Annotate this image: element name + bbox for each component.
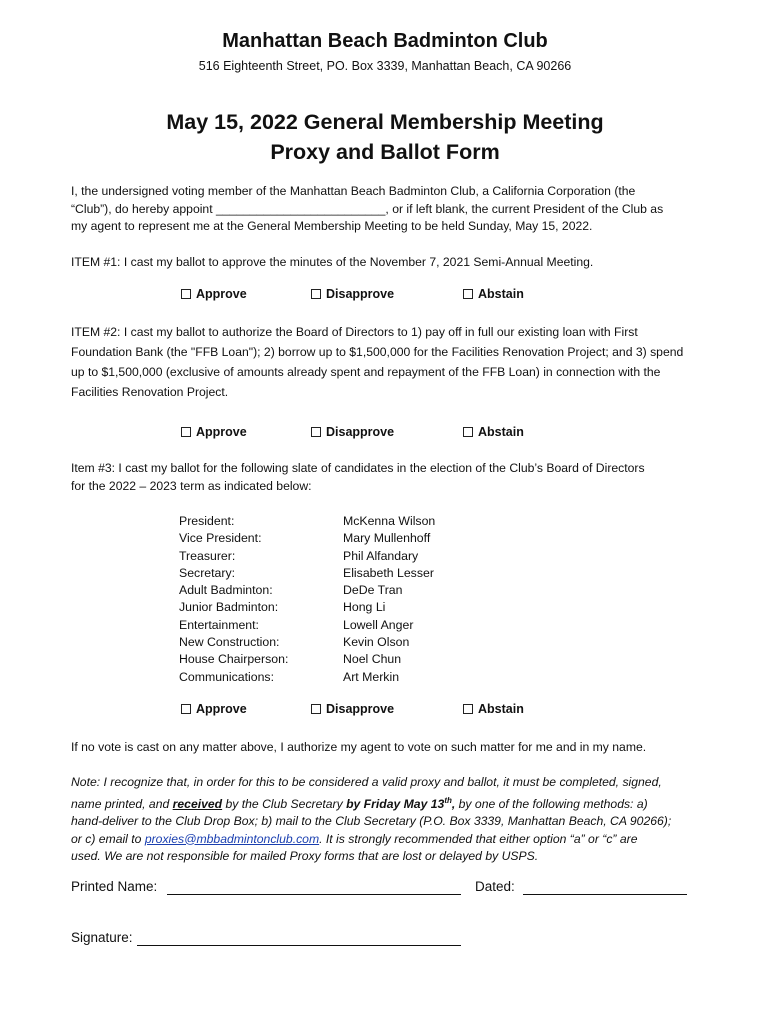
intro-line: my agent to represent me at the General Membership Meeting to be held Sunday, May 15, 2022. xyxy=(71,219,593,233)
slate-role: Adult Badminton: xyxy=(179,583,273,598)
intro-line: I, the undersigned voting member of the Manhattan Beach Badminton Club, a California Corporation (the xyxy=(71,184,636,198)
checkbox-icon[interactable] xyxy=(311,427,321,437)
no-vote-statement: If no vote is cast on any matter above, I authorize my agent to vote on such matter for me and in my name. xyxy=(71,740,647,754)
slate-candidate: DeDe Tran xyxy=(343,583,403,598)
item2-line: Facilities Renovation Project. xyxy=(71,385,229,399)
slate-role: Entertainment: xyxy=(179,617,259,632)
printed-name-field[interactable] xyxy=(167,894,461,895)
item3-vote-options xyxy=(0,702,770,720)
item1-disapprove-option[interactable] xyxy=(311,287,394,301)
printed-name-label: Printed Name: xyxy=(71,879,158,894)
note-line: used. We are not responsible for mailed Proxy forms that are lost or delayed by USPS. xyxy=(71,849,539,864)
disapprove-label: Disapprove xyxy=(326,425,395,439)
intro-line: “Club”), do hereby appoint _________________________, or if left blank, the current President of the Club as xyxy=(71,201,664,216)
slate-candidate: Art Merkin xyxy=(343,669,400,684)
item3-abstain-option[interactable] xyxy=(463,702,524,716)
proxies-email-link[interactable]: proxies@mbbadmintonclub.com xyxy=(144,831,320,846)
form-title xyxy=(0,107,770,167)
checkbox-icon[interactable] xyxy=(311,704,321,714)
item1-approve-option[interactable] xyxy=(181,287,247,301)
deadline-emphasis: by Friday May 13 xyxy=(346,796,445,811)
disapprove-label: Disapprove xyxy=(326,287,395,301)
signature-label: Signature: xyxy=(71,930,133,945)
item2-disapprove-option[interactable] xyxy=(311,425,394,439)
approve-label: Approve xyxy=(196,702,247,716)
slate-candidate: Lowell Anger xyxy=(343,617,414,632)
abstain-label: Abstain xyxy=(478,702,524,716)
item2-vote-options xyxy=(0,425,770,443)
intro-paragraph xyxy=(71,183,663,236)
slate-candidate: Kevin Olson xyxy=(343,635,410,650)
item2-line: ITEM #2: I cast my ballot to authorize the Board of Directors to 1) pay off in full our existing loan with First xyxy=(71,325,638,339)
item3-paragraph xyxy=(71,460,645,495)
form-title-line1: May 15, 2022 General Membership Meeting xyxy=(166,110,604,134)
item1-abstain-option[interactable] xyxy=(463,287,524,301)
club-address: 516 Eighteenth Street, PO. Box 3339, Manhattan Beach, CA 90266 xyxy=(198,59,572,73)
abstain-label: Abstain xyxy=(478,287,524,301)
slate-role: House Chairperson: xyxy=(179,652,289,667)
item3-approve-option[interactable] xyxy=(181,702,247,716)
slate-candidate: Elisabeth Lesser xyxy=(343,565,434,580)
slate-role: President: xyxy=(179,514,235,528)
checkbox-icon[interactable] xyxy=(463,289,473,299)
checkbox-icon[interactable] xyxy=(311,289,321,299)
item2-approve-option[interactable] xyxy=(181,425,247,439)
club-name: Manhattan Beach Badminton Club xyxy=(222,30,548,52)
slate-role: New Construction: xyxy=(179,635,280,650)
slate-candidate: McKenna Wilson xyxy=(343,514,436,528)
form-title-line2: Proxy and Ballot Form xyxy=(270,140,500,164)
checkbox-icon[interactable] xyxy=(181,289,191,299)
note-line: or c) email to proxies@mbbadmintonclub.com. It is strongly recommended that either option “a” or “c” are xyxy=(71,831,638,846)
slate-candidate: Phil Alfandary xyxy=(343,548,419,563)
item2-abstain-option[interactable] xyxy=(463,425,524,439)
note-line: Note: I recognize that, in order for this to be considered a valid proxy and ballot, it must be completed, signed, xyxy=(71,775,662,789)
checkbox-icon[interactable] xyxy=(463,427,473,437)
item2-paragraph xyxy=(71,322,683,402)
slate-candidate: Mary Mullenhoff xyxy=(343,531,431,546)
slate-role: Communications: xyxy=(179,669,274,684)
slate-role: Junior Badminton: xyxy=(179,600,279,615)
item2-line: Foundation Bank (the "FFB Loan"); 2) borrow up to $1,500,000 for the Facilities Renovation Project; and 3) spend xyxy=(71,345,684,359)
item1-vote-options xyxy=(0,287,770,305)
slate-candidates xyxy=(343,513,435,686)
slate-roles xyxy=(179,513,288,686)
slate-candidate: Noel Chun xyxy=(343,652,402,667)
slate-role: Vice President: xyxy=(179,531,262,546)
slate-role: Secretary: xyxy=(179,565,236,580)
note-line: hand-deliver to the Club Drop Box; b) mail to the Club Secretary (P.O. Box 3339, Manhattan Beach, CA 90266); xyxy=(71,814,672,829)
item3-disapprove-option[interactable] xyxy=(311,702,394,716)
signature-field[interactable] xyxy=(137,945,461,946)
approve-label: Approve xyxy=(196,425,247,439)
item3-line: Item #3: I cast my ballot for the following slate of candidates in the election of the Club’s Board of Directors xyxy=(71,461,645,475)
item3-line: for the 2022 – 2023 term as indicated below: xyxy=(71,478,312,493)
disapprove-label: Disapprove xyxy=(326,702,395,716)
note-line: name printed, and received by the Club Secretary by Friday May 13th, by one of the following methods: a) xyxy=(71,795,648,811)
dated-label: Dated: xyxy=(475,879,515,894)
received-emphasis: received xyxy=(172,796,223,811)
slate-candidate: Hong Li xyxy=(343,600,386,615)
item2-line: up to $1,500,000 (exclusive of amounts already spent and repayment of the FFB Loan) in connection with the xyxy=(71,365,661,379)
checkbox-icon[interactable] xyxy=(463,704,473,714)
checkbox-icon[interactable] xyxy=(181,427,191,437)
submission-note xyxy=(71,774,671,866)
slate-role: Treasurer: xyxy=(179,548,236,563)
approve-label: Approve xyxy=(196,287,247,301)
date-field[interactable] xyxy=(523,894,687,895)
item1-text: ITEM #1: I cast my ballot to approve the minutes of the November 7, 2021 Semi-Annual Meeting. xyxy=(71,255,594,269)
abstain-label: Abstain xyxy=(478,425,524,439)
checkbox-icon[interactable] xyxy=(181,704,191,714)
